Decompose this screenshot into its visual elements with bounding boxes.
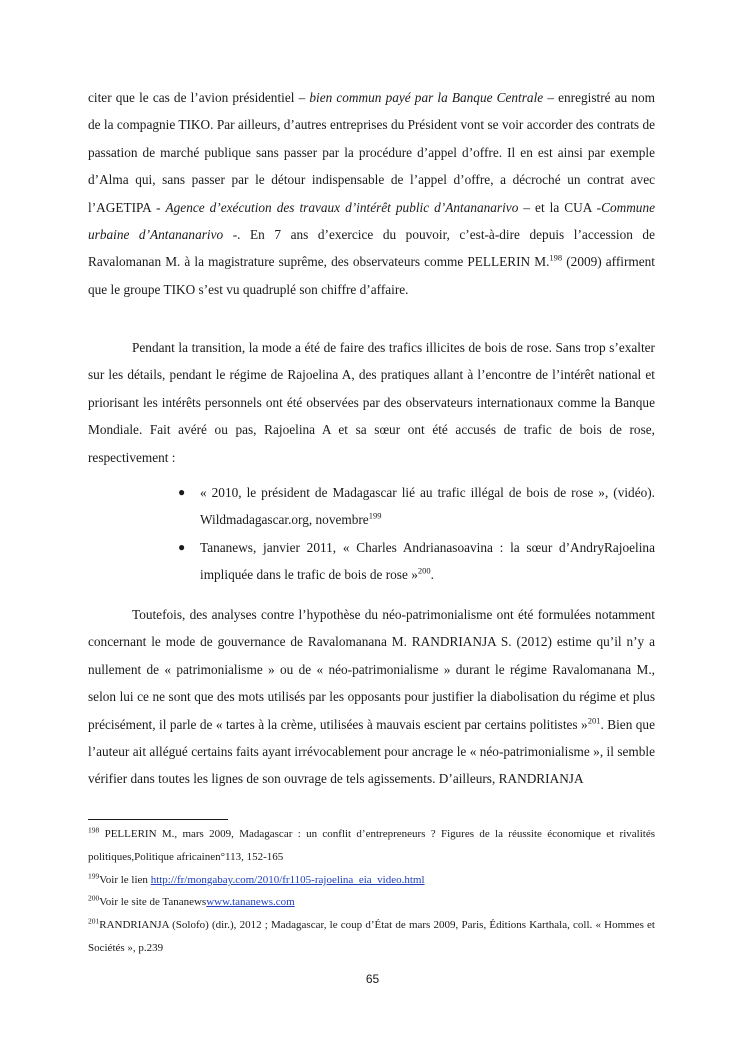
footnote-ref: 200 (417, 565, 431, 576)
footnote-ref: 199 (368, 510, 382, 521)
paragraph-1: citer que le cas de l’avion présidentiel – bien commun payé par la Banque Centrale – enregistré au nom de la compagnie TIKO. Par ailleurs, d’autres entreprises du Président vont se voir accorder des contrats de passation de marché publique sans passer par la procédure d’appel d’offre. Il en est ainsi par exemple d’Alma qui, sans passer par le détour indispensable de l’appel d’offre, a décroché un contrat avec l’AGETIPA - Agence d’exécution des travaux d’intérêt public d’Antananarivo – et la CUA -Commune urbaine d’Antananarivo -. En 7 ans d’exercice du pouvoir, c’est-à-dire depuis l’accession de Ravalomanan M. à la magistrature suprême, des observateurs comme PELLERIN M.$^{198}$ (2009) affirment que le groupe TIKO s’est vu quadruplé son chiffre d’affaire. (88, 90, 655, 297)
footnote-link[interactable]: http://fr/mongabay.com/2010/fr1105-rajoelina_eia_video.html (150, 874, 425, 886)
footnote-ref: 198 (549, 253, 563, 264)
footnote-ref: 201 (587, 715, 601, 726)
italic-phrase: Commune urbaine d’Antananarivo (88, 199, 655, 243)
footnote-198: $^{198}$ PELLERIN M., mars 2009, Madagascar : un conflit d’entrepreneurs ? Figures de la réussite économique et rivalités politiques,Politique africainen°113, 152-165 (88, 825, 655, 863)
footnote-link[interactable]: www.tananews.com (206, 896, 295, 908)
footnote-200: $^{200}$Voir le site de Tananewswww.tananews.com (88, 893, 295, 908)
italic-phrase: Agence d’exécution des travaux d’intérêt public d’Antananarivo (165, 199, 519, 215)
paragraph-3: Toutefois, des analyses contre l’hypothèse du néo-patrimonialisme ont été formulées notamment concernant le mode de gouvernance de Ravalomanana M. RANDRIANJA S. (2012) estime qu’il n’y a nullement de « patrimonialisme » ou de « néo-patrimonialisme » durant le régime Ravalomanana M., selon lui ce ne sont que des mots utilisés par les opposants pour justifier la diabolisation du régime et plus précisément, il parle de « tartes à la crème, utilisées à mauvais escient par certains politistes »$^{201}$. Bien que l’auteur ait allégué certains faits ayant irrévocablement pour ancrage le « néo-patrimonialisme », il semble vérifier dans toutes les lignes de son ouvrage de tels agissements. D’ailleurs, RANDRIANJA (88, 607, 655, 787)
footnote-199: $^{199}$Voir le lien http://fr/mongabay.com/2010/fr1105-rajoelina_eia_video.html (88, 871, 425, 886)
bullet-list (178, 479, 655, 589)
bullet-icon: ● (178, 539, 186, 554)
list-item: ● Tananews, janvier 2011, « Charles Andrianasoavina : la sœur d’AndryRajoelina impliquée dans le trafic de bois de rose »$^{200}$. (178, 534, 655, 589)
italic-phrase: bien commun payé par la Banque Centrale (309, 90, 544, 105)
paragraph-2: Pendant la transition, la mode a été de faire des trafics illicites de bois de rose. Sans trop s’exalter sur les détails, pendant le régime de Rajoelina A, des pratiques allant à l’encontre de l’intérêt national et priorisant les intérêts personnels ont été observées par des observateurs internationaux comme la Banque Mondiale. Fait avéré ou pas, Rajoelina A et sa sœur ont été accusés de trafic de bois de rose, respectivement : (88, 340, 655, 465)
page-number: 65 (365, 972, 380, 986)
bullet-icon: ● (178, 485, 186, 499)
footnote-separator (88, 819, 228, 820)
footnote-201: $^{201}$RANDRIANJA (Solofo) (dir.), 2012 ; Madagascar, le coup d’État de mars 2009, Paris, Éditions Karthala, coll. « Hommes et Sociétés », p.239 (88, 916, 655, 954)
list-item: ● « 2010, le président de Madagascar lié au trafic illégal de bois de rose », (vidéo). Wildmadagascar.org, novembre$^{199}$ (178, 479, 655, 534)
